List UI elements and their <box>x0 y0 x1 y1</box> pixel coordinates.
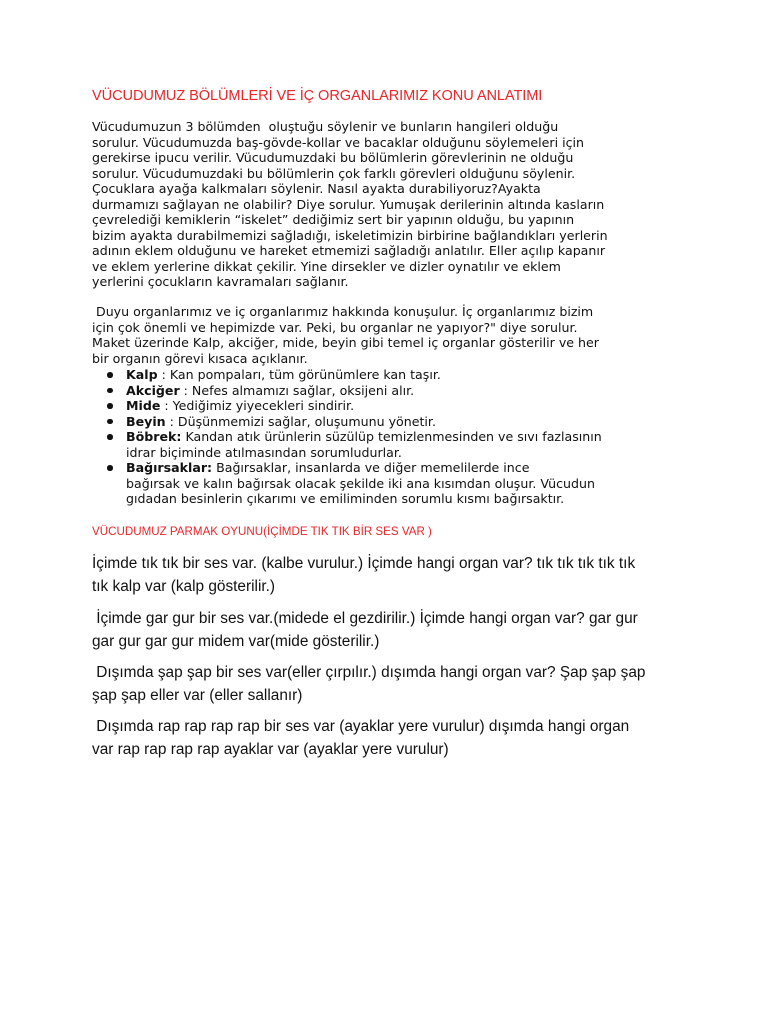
text-line: adının eklem olduğunu ve hareket etmemizi sağladığı anlatılır. Eller açılıp kapanır <box>92 243 606 258</box>
text-line: çevrelediği kemiklerin “iskelet” dediğimiz sert bir yapının olduğu, bu yapının <box>92 212 575 227</box>
text-line: gerekirse ipucu verilir. Vücudumuzdaki bu bölümlerin görevlerinin ne olduğu <box>92 150 574 165</box>
text-line: sorulur. Vücudumuzda baş-gövde-kollar ve bacaklar olduğunu söylemeleri için <box>92 134 585 150</box>
document-title: VÜCUDUMUZ BÖLÜMLERİ VE İÇ ORGANLARIMIZ KONU ANLATIMI <box>92 88 543 104</box>
organ-description: : Kan pompaları, tüm görünümlere kan taşır. <box>157 367 441 382</box>
text-line: Vücudumuzun 3 bölümden oluştuğu söylenir ve bunların hangileri olduğu <box>92 119 559 134</box>
text-line: şap şap eller var (eller sallanır) <box>92 686 303 704</box>
text-line: bizim ayakta durabilmemizi sağladığı, iskeletimizin birbirine bağlandıkları yerlerin <box>92 227 608 243</box>
text-line: için çok önemli ve hepimizde var. Peki, bu organlar ne yapıyor?" diye sorulur. <box>92 319 578 335</box>
organs-intro-paragraph <box>92 304 672 366</box>
organ-list <box>92 367 682 507</box>
organ-name: Beyin <box>126 413 166 429</box>
organ-description: : Yediğimiz yiyecekleri sindirir. <box>160 398 355 413</box>
text-line: Maket üzerinde Kalp, akciğer, mide, beyin gibi temel iç organlar gösterilir ve her <box>92 335 599 350</box>
text-line: İçimde tık tık bir ses var. (kalbe vurulur.) İçimde hangi organ var? tık tık tık tık tık <box>92 555 636 572</box>
text-line: bir organın görevi kısaca açıklanır. <box>92 350 308 366</box>
organ-description-continued: idrar biçiminde atılmasından sorumludurlar. <box>126 444 402 460</box>
text-line: gar gur gar gur midem var(mide gösterilir.) <box>92 632 380 650</box>
text-line: Dışımda rap rap rap rap bir ses var (ayaklar yere vurulur) dışımda hangi organ <box>92 718 630 735</box>
text-line: yerlerini çocukların kavramaları sağlanır. <box>92 274 349 289</box>
list-item-mide <box>92 398 682 414</box>
game-verse <box>92 553 692 598</box>
text-line: Duyu organlarımız ve iç organlarımız hakkında konuşulur. İç organlarımız bizim <box>92 304 594 319</box>
text-line: Dışımda şap şap bir ses var(eller çırpılır.) dışımda hangi organ var? Şap şap şap <box>92 664 646 681</box>
text-line: tık kalp var (kalp gösterilir.) <box>92 577 276 595</box>
organ-name: Böbrek: <box>126 429 182 444</box>
text-line: ve eklem yerlerine dikkat çekilir. Yine dirsekler ve dizler oynatılır ve eklem <box>92 258 561 274</box>
game-title: VÜCUDUMUZ PARMAK OYUNU(İÇİMDE TIK TIK BİR SES VAR ) <box>92 525 432 538</box>
list-item-bagirsaklar <box>92 460 682 507</box>
organ-description-continued: bağırsak ve kalın bağırsak olacak şekilde iki ana kısımdan oluşur. Vücudun <box>126 475 595 491</box>
text-line: var rap rap rap rap ayaklar var (ayaklar yere vurulur) <box>92 740 449 758</box>
text-line: durmamızı sağlayan ne olabilir? Diye sorulur. Yumuşak derilerinin altında kasların <box>92 196 605 212</box>
list-item-akciger <box>92 383 682 399</box>
game-verse <box>92 608 692 653</box>
organ-description-continued: gıdadan besinlerin çıkarımı ve emiliminden sorumlu kısmı bağırsaktır. <box>126 491 565 506</box>
game-verse <box>92 716 692 761</box>
intro-paragraph <box>92 119 672 290</box>
text-line: Çocuklara ayağa kalkmaları söylenir. Nasıl ayakta durabiliyoruz?Ayakta <box>92 181 541 196</box>
text-line: sorulur. Vücudumuzdaki bu bölümlerin çok farklı görevleri olduğunu söylenir. <box>92 165 576 181</box>
organ-name: Mide <box>126 398 161 413</box>
organ-description: : Düşünmemizi sağlar, oluşumunu yönetir. <box>165 413 436 429</box>
list-item-kalp <box>92 367 682 383</box>
organ-description: Kandan atık ürünlerin süzülüp temizlenmesinden ve sıvı fazlasının <box>181 429 602 444</box>
list-item-beyin <box>92 414 682 430</box>
text-line: İçimde gar gur bir ses var.(midede el gezdirilir.) İçimde hangi organ var? gar gur <box>92 610 638 627</box>
organ-name: Bağırsaklar: <box>126 460 213 475</box>
organ-description: Bağırsaklar, insanlarda ve diğer memelilerde ince <box>212 460 530 475</box>
organ-description: : Nefes almamızı sağlar, oksijeni alır. <box>179 382 415 398</box>
organ-name: Kalp <box>126 367 158 382</box>
game-verse <box>92 662 692 707</box>
list-item-bobrek <box>92 429 682 460</box>
organ-name: Akciğer <box>126 382 180 398</box>
